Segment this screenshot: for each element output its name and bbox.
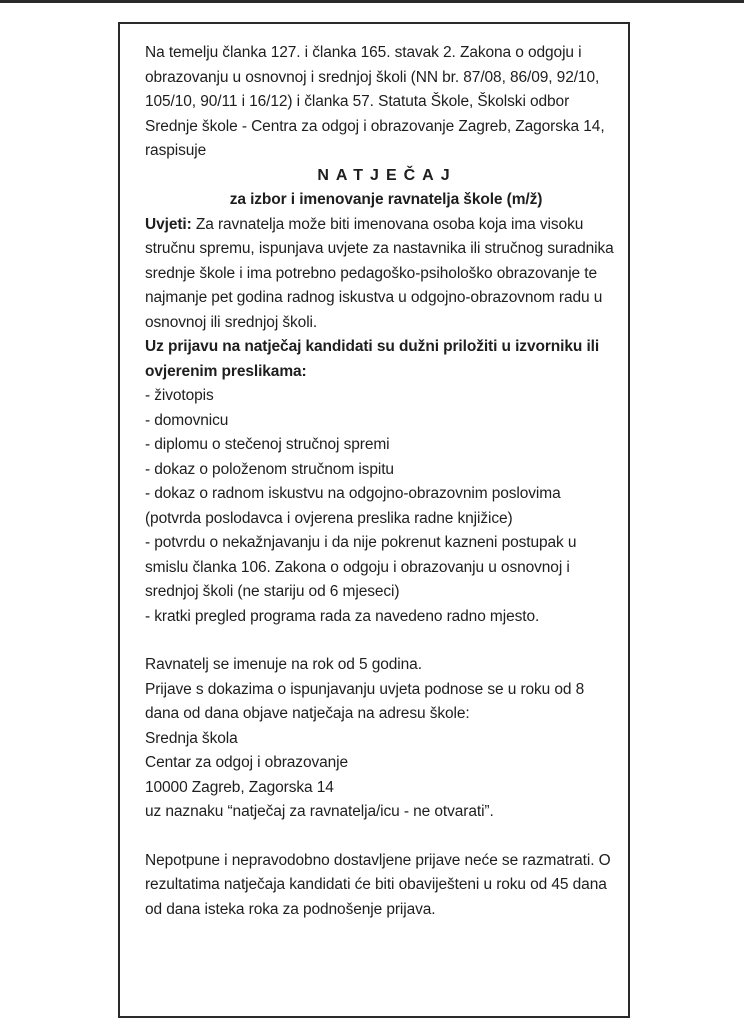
conditions-paragraph: [145, 213, 615, 336]
list-item: - diplomu o stečenoj stručnoj spremi: [145, 436, 390, 453]
closing-paragraph: Nepotpune i nepravodobno dostavljene prijave neće se razmatrati. O rezultatima natječaja kandidati će biti obaviješteni u roku od 45 dana od dana isteka roka za podnošenje prijava.: [145, 851, 611, 918]
notice-content: [145, 41, 615, 922]
address-line: Centar za odgoj i obrazovanje: [145, 754, 349, 771]
term-paragraph: Ravnatelj se imenuje na rok od 5 godina.: [145, 656, 422, 673]
documents-list: [145, 384, 615, 629]
submission-block: [145, 678, 615, 825]
address-line: uz naznaku “natječaj za ravnatelja/icu - ne otvarati”.: [145, 803, 494, 820]
list-item: - dokaz o radnom iskustvu na odgojno-obrazovnim poslovima (potvrda poslodavca i ovjerena preslika radne knjižice): [145, 485, 561, 527]
notice-subtitle: za izbor i imenovanje ravnatelja škole (m/ž): [229, 191, 543, 208]
documents-heading: Uz prijavu na natječaj kandidati su dužni priložiti u izvorniku ili ovjerenim preslikama:: [145, 338, 600, 380]
list-item: - kratki pregled programa rada za navedeno radno mjesto.: [145, 607, 540, 625]
list-item: - životopis: [145, 387, 214, 404]
address-line: Srednja škola: [145, 729, 238, 747]
intro-paragraph: Na temelju članka 127. i članka 165. stavak 2. Zakona o odgoju i obrazovanju u osnovnoj i srednjoj školi (NN br. 87/08, 86/09, 92/10, 105/10, 90/11 i 16/12) i članka 57. Statuta Škole, Školski odbor Srednje škole - Centra za odgoj i obrazovanje Zagreb, Zagorska 14, raspisuje: [145, 44, 605, 159]
notice-title: NATJEČAJ: [317, 166, 457, 184]
list-item: - domovnicu: [145, 411, 229, 429]
top-rule: [0, 0, 744, 3]
list-item: - dokaz o položenom stručnom ispitu: [145, 460, 394, 478]
list-item: - potvrdu o nekažnjavanju i da nije pokrenut kazneni postupak u smislu članka 106. Zakona o odgoju i obrazovanju u osnovnoj i srednjoj školi (ne stariju od 6 mjeseci): [145, 534, 577, 600]
conditions-text: Za ravnatelja može biti imenovana osoba koja ima visoku stručnu spremu, ispunjava uvjete za nastavnika ili stručnog suradnika srednje škole i ima potrebno pedagoško-psihološko obrazovanje te najmanje pet godina radnog iskustva u odgojno-obrazovnom radu u osnovnoj ili srednjoj školi.: [145, 215, 614, 331]
address-line: 10000 Zagreb, Zagorska 14: [145, 778, 334, 796]
conditions-label: Uvjeti:: [145, 215, 192, 233]
submission-text: Prijave s dokazima o ispunjavanju uvjeta podnose se u roku od 8 dana od dana objave natječaja na adresu škole:: [145, 680, 585, 722]
